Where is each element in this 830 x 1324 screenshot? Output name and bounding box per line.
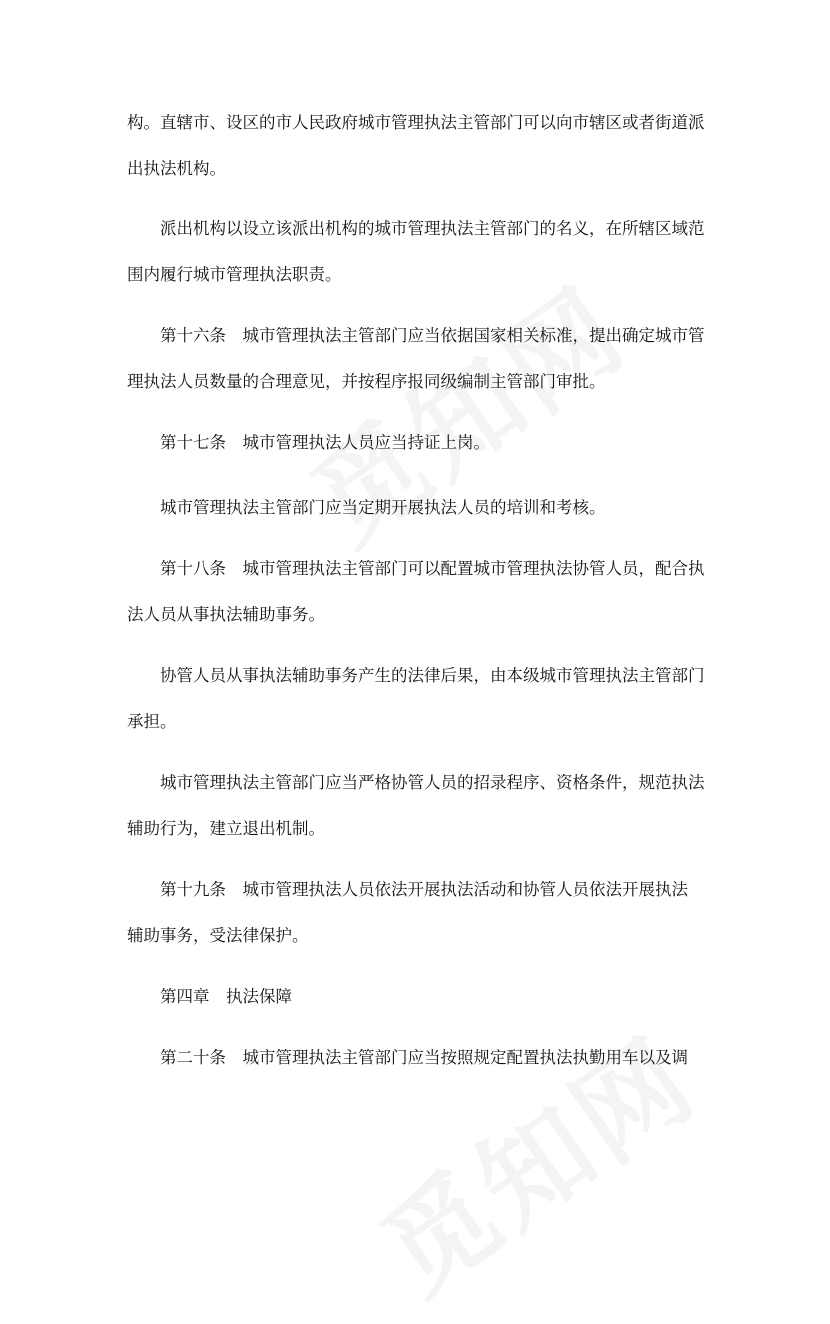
article-heading-line: 第十六条 城市管理执法主管部门应当依据国家相关标准，提出确定城市管	[160, 326, 705, 345]
text-line: 派出机构以设立该派出机构的城市管理执法主管部门的名义，在所辖区域范	[160, 219, 705, 238]
text-line: 出执法机构。	[127, 159, 226, 178]
text-line: 城市管理执法主管部门应当定期开展执法人员的培训和考核。	[160, 498, 606, 517]
text-line: 构。直辖市、设区的市人民政府城市管理执法主管部门可以向市辖区或者街道派	[127, 113, 705, 132]
text-line: 协管人员从事执法辅助事务产生的法律后果，由本级城市管理执法主管部门	[160, 666, 705, 685]
article-heading-line: 第十八条 城市管理执法主管部门可以配置城市管理执法协管人员，配合执	[160, 559, 705, 578]
text-line: 围内履行城市管理执法职责。	[127, 265, 342, 284]
article-heading-line: 第十九条 城市管理执法人员依法开展执法活动和协管人员依法开展执法	[160, 880, 688, 899]
text-line: 承担。	[127, 712, 177, 731]
text-line: 法人员从事执法辅助事务。	[127, 605, 325, 624]
text-line: 辅助行为，建立退出机制。	[127, 819, 325, 838]
text-line: 辅助事务，受法律保护。	[127, 926, 309, 945]
article-heading-line: 第二十条 城市管理执法主管部门应当按照规定配置执法执勤用车以及调	[160, 1048, 688, 1067]
article-heading-line: 第十七条 城市管理执法人员应当持证上岗。	[160, 433, 490, 452]
chapter-heading: 第四章 执法保障	[160, 987, 292, 1006]
watermark	[346, 994, 722, 1323]
text-line: 理执法人员数量的合理意见，并按程序报同级编制主管部门审批。	[127, 372, 606, 391]
watermark	[276, 244, 652, 573]
text-line: 城市管理执法主管部门应当严格协管人员的招录程序、资格条件，规范执法	[160, 773, 705, 792]
